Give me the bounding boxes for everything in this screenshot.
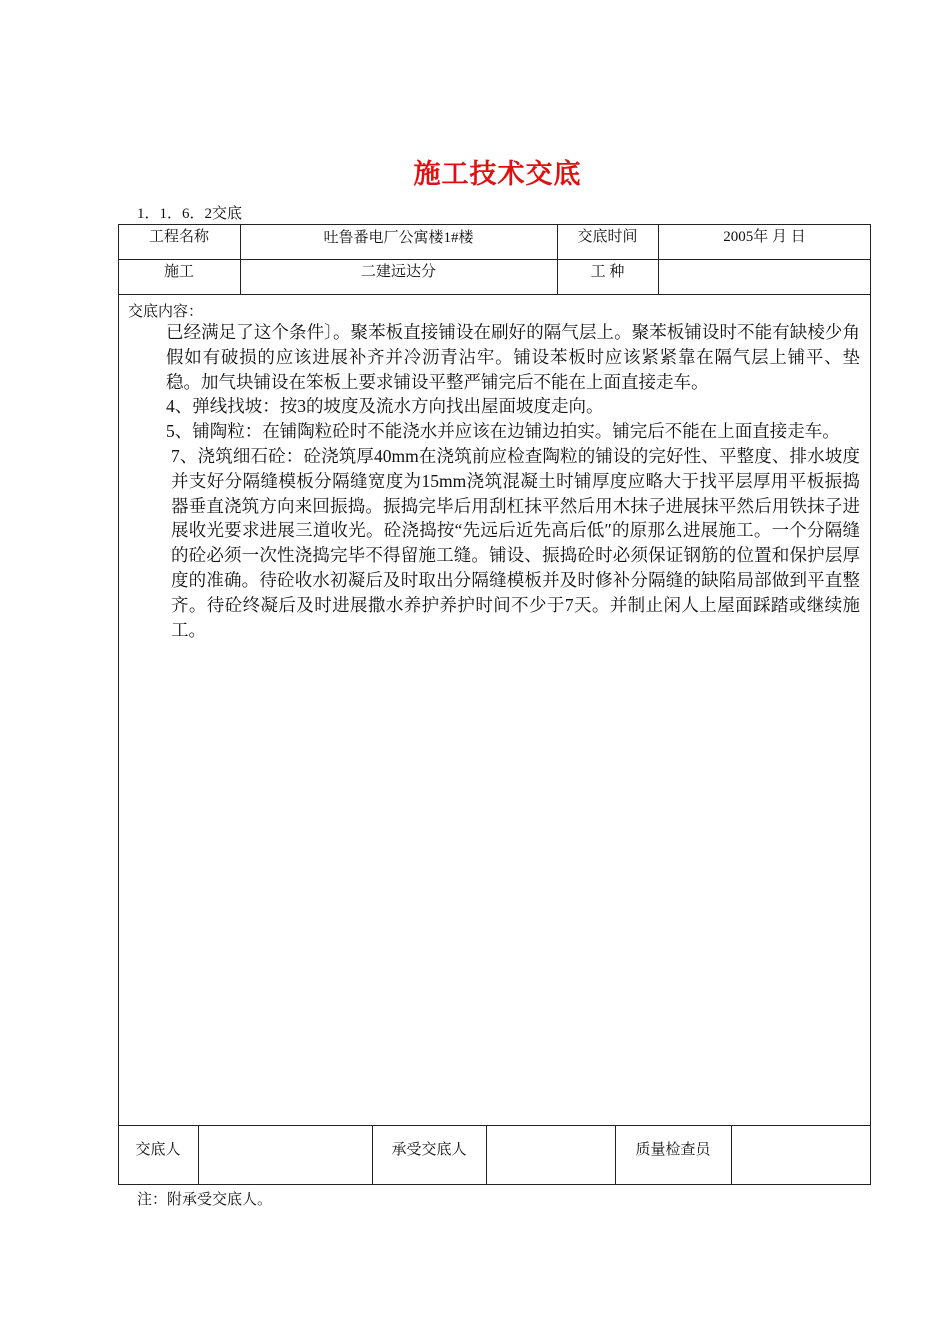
content-label: 交底内容：: [128, 304, 204, 320]
document-title: 施工技术交底: [413, 159, 582, 189]
quality-inspector-label: 质量检查员: [635, 1142, 711, 1158]
receiver-label: 承受交底人: [391, 1142, 467, 1158]
content-paragraph: 4、弹线找坡：按3的坡度及流水方向找出屋面坡度走向。: [166, 396, 604, 417]
project-name-label: 工程名称: [148, 229, 209, 245]
row-divider: [118, 259, 871, 260]
column-divider: [486, 1125, 487, 1185]
section-number: 1．1．6．2交底: [137, 206, 243, 222]
content-paragraph: 已经满足了这个条件〕。聚苯板直接铺设在刷好的隔气层上。聚苯板铺设时不能有缺棱少角假如有破损的应该进展补齐并冷沥青沾牢。铺设苯板时应该紧紧靠在隔气层上铺平、垫稳。加气块铺设在笨板上要求铺设平整严铺完后不能在上面直接走车。: [166, 322, 860, 392]
row-divider: [118, 294, 871, 295]
content-paragraph: 7、浇筑细石砼：砼浇筑厚40mm在浇筑前应检查陶粒的铺设的完好性、平整度、排水坡度并支好分隔缝模板分隔缝宽度为15mm浇筑混凝土时铺厚度应略大于找平层厚用平板振捣器垂直浇筑方向来回振捣。振捣完毕后用刮杠抹平然后用木抹子进展抹平然后用铁抹子进展收光要求进展三道收光。砼浇捣按“先远后近先高后低″的原那么进展施工。一个分隔缝的砼必须一次性浇捣完毕不得留施工缝。铺设、振捣砼时必须保证钢筋的位置和保护层厚度的准确。待砼收水初凝后及时取出分隔缝模板并及时修补分隔缝的缺陷局部做到平直整齐。待砼终凝后及时进展撒水养护养护时间不少于7天。并制止闲人上屋面踩踏或继续施工。: [171, 445, 860, 640]
disclosure-time-label: 交底时间: [577, 229, 638, 245]
disclosure-time-value: 2005年 月 日: [723, 229, 806, 245]
project-name-value: 吐鲁番电厂公寓楼1#楼: [323, 230, 474, 246]
trade-label: 工 种: [590, 264, 625, 280]
disclosure-content: [166, 320, 860, 642]
row-divider: [118, 1125, 871, 1126]
footnote: 注：附承受交底人。: [137, 1192, 273, 1208]
construction-label: 施工: [163, 264, 194, 280]
discloser-label: 交底人: [135, 1142, 181, 1158]
content-paragraph: 5、铺陶粒：在铺陶粒砼时不能浇水并应该在边铺边拍实。铺完后不能在上面直接走车。: [166, 421, 840, 442]
column-divider: [198, 1125, 199, 1185]
column-divider: [731, 1125, 732, 1185]
construction-value: 二建远达分: [360, 264, 436, 280]
